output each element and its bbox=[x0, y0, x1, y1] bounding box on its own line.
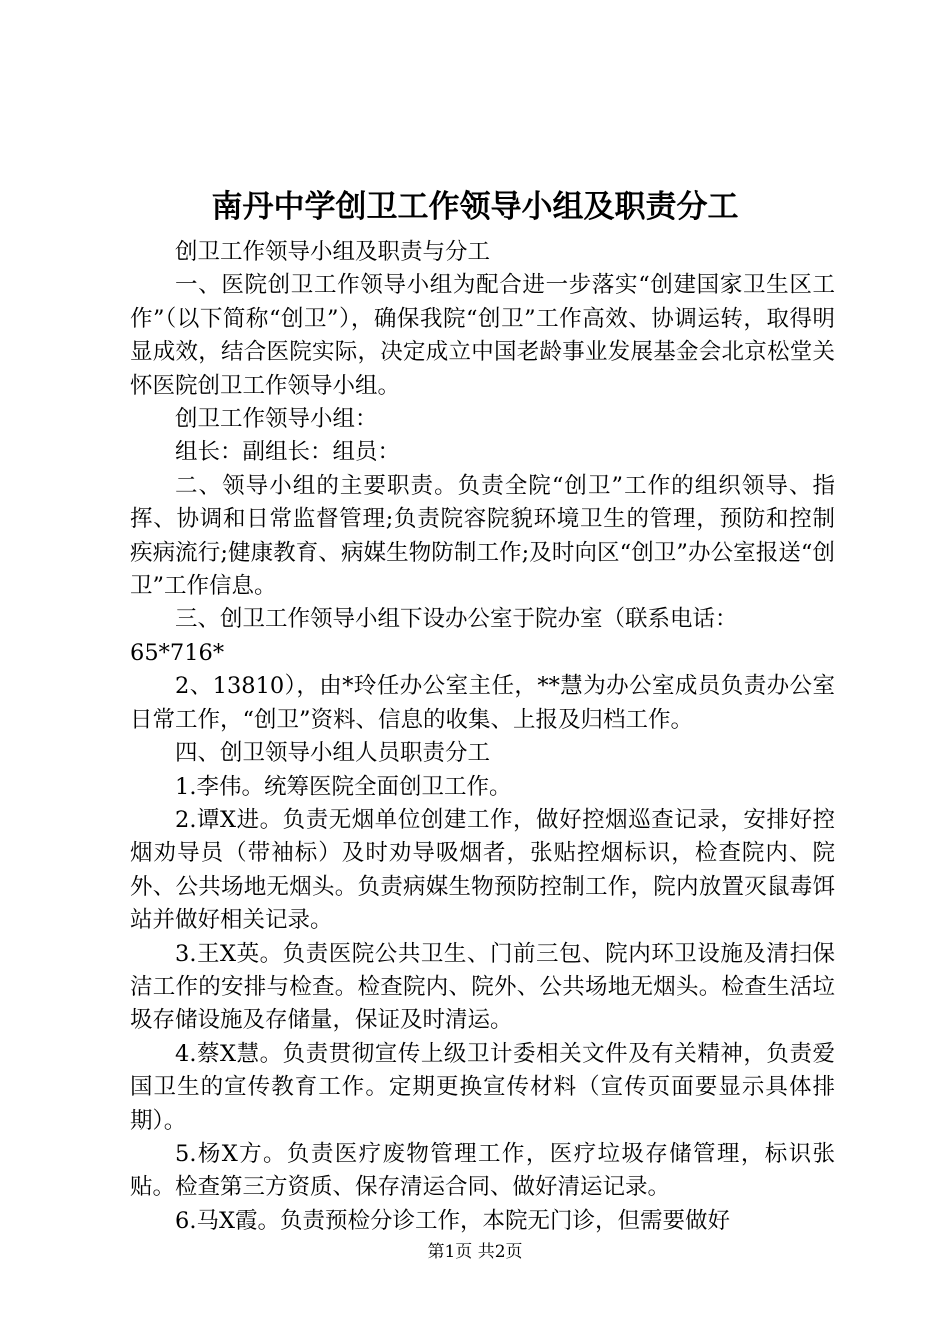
paragraph-section-4: 四、创卫领导小组人员职责分工 bbox=[175, 740, 491, 767]
paragraph-duty-1: 1.李伟。统筹医院全面创卫工作。 bbox=[175, 773, 512, 800]
paragraph-subtitle: 创卫工作领导小组及职责与分工 bbox=[175, 239, 491, 265]
document-title: 南丹中学创卫工作领导小组及职责分工 bbox=[211, 189, 739, 225]
paragraph-section-2: 二、领导小组的主要职责。负责全院“创卫”工作的组织领导、指挥、协调和日常监督管理;负责院容院貌环境卫生的管理，预防和控制疾病流行;健康教育、病媒生物防制工作;及时向区“创卫”办公室报送“创卫”工作信息。 bbox=[130, 472, 835, 600]
paragraph-group-heading: 创卫工作领导小组： bbox=[175, 406, 378, 433]
paragraph-phone-fragment: 65*716* bbox=[130, 639, 225, 666]
paragraph-group-members: 组长：副组长：组员： bbox=[175, 439, 401, 466]
document-body bbox=[130, 236, 835, 1238]
paragraph-duty-3: 3.王X英。负责医院公共卫生、门前三包、院内环卫设施及清扫保洁工作的安排与检查。检查院内、院外、公共场地无烟头。检查生活垃圾存储设施及存储量，保证及时清运。 bbox=[130, 940, 835, 1034]
paragraph-duty-4: 4.蔡X慧。负责贯彻宣传上级卫计委相关文件及有关精神，负责爱国卫生的宣传教育工作。定期更换宣传材料（宣传页面要显示具体排期）。 bbox=[130, 1040, 835, 1134]
paragraph-office-duties: 2、13810），由*玲任办公室主任，**慧为办公室成员负责办公室日常工作，“创卫”资料、信息的收集、上报及归档工作。 bbox=[130, 673, 835, 733]
paragraph-section-1: 一、医院创卫工作领导小组为配合进一步落实“创建国家卫生区工作”（以下简称“创卫”），确保我院“创卫”工作高效、协调运转，取得明显成效，结合医院实际，决定成立中国老龄事业发展基金会北京松堂关怀医院创卫工作领导小组。 bbox=[130, 272, 835, 399]
paragraph-section-3: 三、创卫工作领导小组下设办公室于院办室（联系电话： bbox=[175, 606, 738, 633]
paragraph-duty-5: 5.杨X方。负责医疗废物管理工作，医疗垃圾存储管理，标识张贴。检查第三方资质、保存清运合同、做好清运记录。 bbox=[130, 1140, 835, 1201]
paragraph-duty-2: 2.谭X进。负责无烟单位创建工作，做好控烟巡查记录，安排好控烟劝导员（带袖标）及时劝导吸烟者，张贴控烟标识，检查院内、院外、公共场地无烟头。负责病媒生物预防控制工作，院内放置灭鼠毒饵站并做好相关记录。 bbox=[130, 806, 835, 934]
page-indicator: 第1页 共2页 bbox=[427, 1242, 523, 1262]
paragraph-duty-6: 6.马X霞。负责预检分诊工作，本院无门诊，但需要做好 bbox=[175, 1207, 730, 1234]
